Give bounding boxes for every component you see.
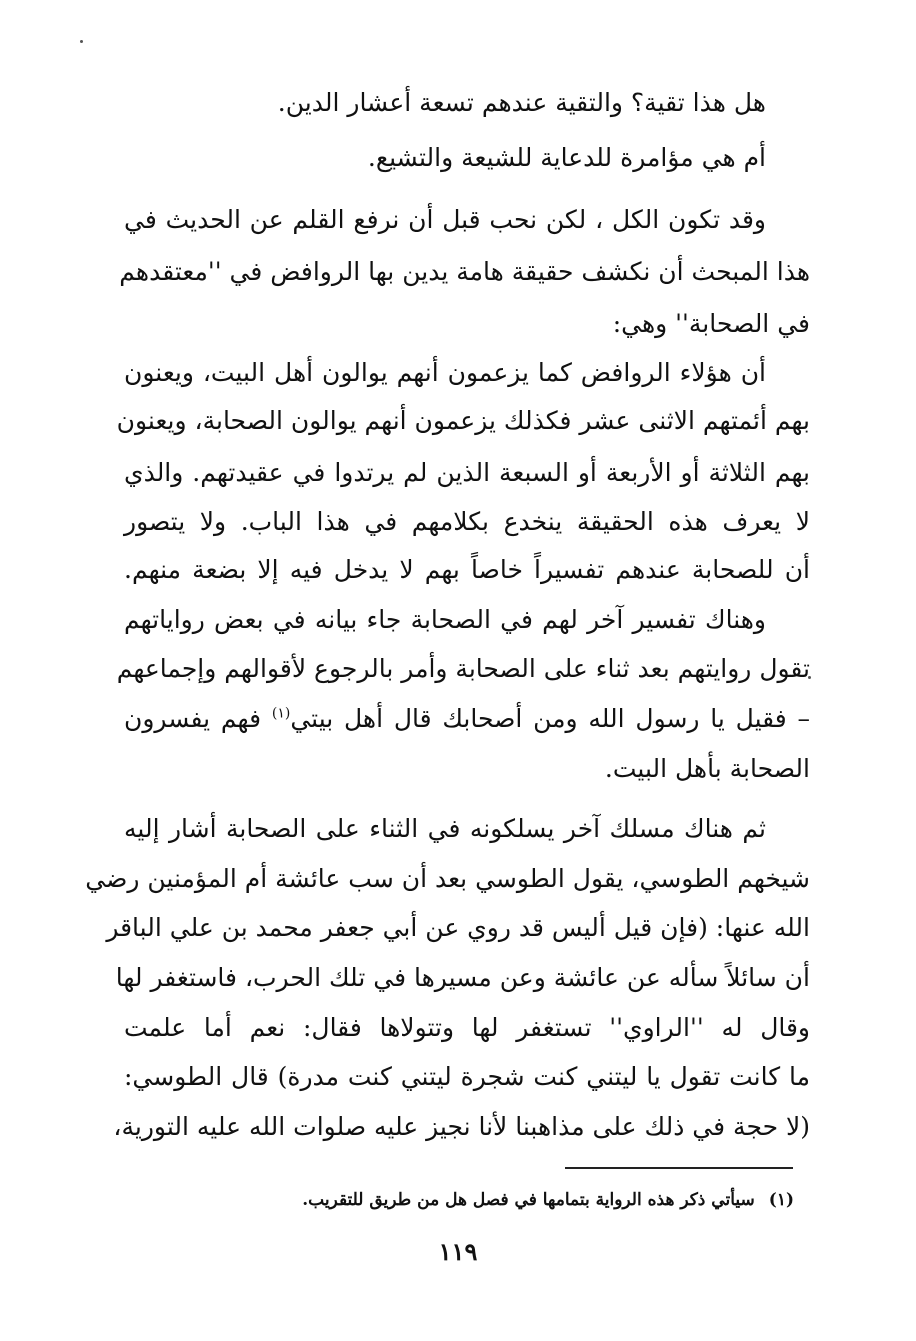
- footnote: [302, 1188, 794, 1212]
- text-line: وقد تكون الكل ، لكن نحب قبل أن نرفع القلم عن الحديث في: [124, 205, 766, 234]
- text-run: فهم يفسرون: [124, 704, 262, 733]
- text-line: شيخهم الطوسي، يقول الطوسي بعد أن سب عائشة أم المؤمنين رضي: [85, 864, 810, 893]
- text-line: أن هؤلاء الروافض كما يزعمون أنهم يوالون أهل البيت، ويعنون: [124, 358, 766, 387]
- text-line: وقال له ''الراوي'' تستغفر لها وتتولاها فقال: نعم أما علمت: [124, 1013, 810, 1042]
- footnote-divider: [565, 1167, 793, 1169]
- footnote-marker: (١): [768, 1190, 794, 1210]
- text-line: لا يعرف هذه الحقيقة ينخدع بكلامهم في هذا الباب. ولا يتصور: [124, 507, 810, 536]
- text-line: ثم هناك مسلك آخر يسلكونه في الثناء على الصحابة أشار إليه: [124, 814, 766, 843]
- text-line-with-footnote: [124, 702, 810, 736]
- text-line: الصحابة بأهل البيت.: [604, 754, 810, 783]
- text-run: – فقيل يا رسول الله ومن أصحابك قال أهل بيتي: [290, 704, 811, 733]
- text-line: ما كانت تقول يا ليتني كنت شجرة ليتني كنت مدرة) قال الطوسي:: [124, 1062, 810, 1091]
- text-line: (لا حجة في ذلك على مذاهبنا لأنا نجيز عليه صلوات الله عليه التورية،: [113, 1112, 810, 1141]
- text-line: في الصحابة'' وهي:: [612, 309, 810, 338]
- text-line: هذا المبحث أن نكشف حقيقة هامة يدين بها الروافض في ''معتقدهم: [119, 257, 810, 286]
- scan-speck: [80, 40, 83, 43]
- text-line: بهم أئمتهم الاثنى عشر فكذلك يزعمون أنهم يوالون الصحابة، ويعنون: [116, 406, 810, 435]
- page-number: ١١٩: [438, 1237, 478, 1266]
- text-line: أن سائلاً سأله عن عائشة وعن مسيرها في تلك الحرب، فاستغفر لها: [115, 963, 810, 992]
- text-line: وهناك تفسير آخر لهم في الصحابة جاء بيانه في بعض رواياتهم: [124, 605, 766, 634]
- text-line: تقول روايتهم بعد ثناء على الصحابة وأمر بالرجوع لأقوالهم وإجماعهم: [116, 654, 810, 683]
- text-line: هل هذا تقية؟ والتقية عندهم تسعة أعشار الدين.: [277, 88, 766, 117]
- text-line: بهم الثلاثة أو الأربعة أو السبعة الذين لم يرتدوا في عقيدتهم. والذي: [124, 458, 810, 487]
- text-line: أن للصحابة عندهم تفسيراً خاصاً بهم لا يدخل فيه إلا بضعة منهم.: [124, 555, 810, 584]
- text-line: الله عنها: (فإن قيل أليس قد روي عن أبي جعفر محمد بن علي الباقر: [106, 913, 810, 942]
- footnote-text: سيأتي ذكر هذه الرواية بتمامها في فصل هل من طريق للتقريب.: [302, 1190, 755, 1210]
- text-line: أم هي مؤامرة للدعاية للشيعة والتشيع.: [367, 143, 766, 172]
- footnote-ref: (١): [271, 705, 291, 722]
